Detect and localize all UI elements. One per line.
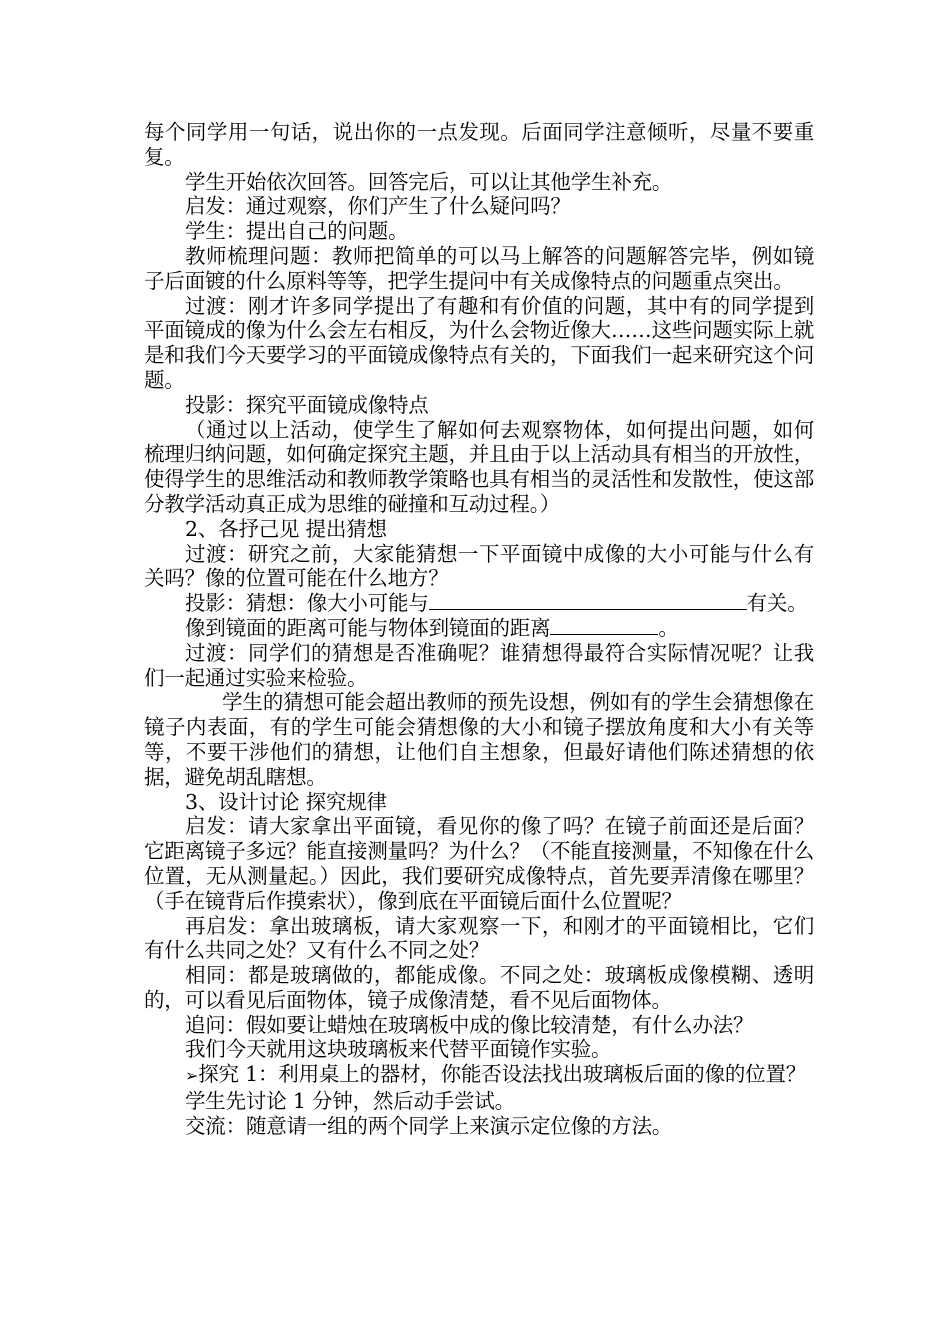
paragraph-exchange: 交流：随意请一组的两个同学上来演示定位像的方法。	[185, 1113, 673, 1138]
arrow-bullet-icon: ➢	[185, 1066, 199, 1086]
paragraph-instruction: 每个同学用一句话，说出你的一点发现。后面同学注意倾听，尽量不要重复。	[144, 120, 814, 169]
paragraph-projection-topic: 投影：探究平面镜成像特点	[185, 392, 429, 417]
paragraph-transition-guess: 过渡：研究之前，大家能猜想一下平面镜中成像的大小可能与什么有关吗？像的位置可能在什么地方？	[144, 541, 814, 591]
paragraph-transition-verify: 过渡：同学们的猜想是否准确呢？谁猜想得最符合实际情况呢？让我们一起通过实验来检验。	[144, 640, 814, 690]
paragraph-follow-up: 追问：假如要让蜡烛在玻璃板中成的像比较清楚，有什么办法？	[185, 1012, 754, 1037]
paragraph-discuss: 学生先讨论 1 分钟，然后动手尝试。	[185, 1089, 515, 1114]
inquiry-text: 探究 1：利用桌上的器材，你能否设法找出玻璃板后面的像的位置？	[198, 1062, 807, 1087]
paragraph-projection-guess	[144, 591, 814, 616]
body-text	[144, 120, 814, 1139]
distance-suffix: 。	[658, 615, 679, 640]
paragraph-use-glass: 我们今天就用这块玻璃板来代替平面镜作实验。	[185, 1037, 612, 1062]
paragraph-note-guesses: 学生的猜想可能会超出教师的预先设想，例如有的学生会猜想像在镜子内表面，有的学生可能会猜想像的大小和镜子摆放角度和大小有关等等，不要干涉他们的猜想，让他们自主想象，但最好请他们陈述猜想的依据，避免胡乱瞎想。	[144, 690, 814, 789]
paragraph-transition: 过渡：刚才许多同学提出了有趣和有价值的问题，其中有的同学提到平面镜成的像为什么会左右相反，为什么会物近像大……这些问题实际上就是和我们今天要学习的平面镜成像特点有关的，下面我们一起来研究这个问题。	[144, 293, 814, 392]
paragraph-distance-guess	[144, 616, 814, 641]
projection-suffix: 有关。	[746, 591, 808, 616]
paragraph-students-question: 学生：提出自己的问题。	[185, 219, 409, 244]
paragraph-prompt-glass: 再启发：拿出玻璃板，请大家观察一下，和刚才的平面镜相比，它们有什么共同之处？又有什么不同之处？	[144, 913, 814, 963]
distance-prefix: 像到镜面的距离可能与物体到镜面的距离	[185, 615, 551, 640]
fill-blank-distance	[550, 616, 658, 635]
paragraph-commentary: （通过以上活动，使学生了解如何去观察物体，如何提出问题，如何梳理归纳问题，如何确定探究主题，并且由于以上活动具有相当的开放性，使得学生的思维活动和教师教学策略也具有相当的灵活性和发散性，使这部分教学活动真正成为思维的碰撞和互动过程。）	[144, 417, 814, 516]
paragraph-prompt-mirror: 启发：请大家拿出平面镜，看见你的像了吗？在镜子前面还是后面？它距离镜子多远？能直接测量吗？为什么？（不能直接测量，不知像在什么位置，无从测量起。）因此，我们要研究成像特点，首先要弄清像在哪里？（手在镜背后作摸索状），像到底在平面镜后面什么位置呢？	[144, 814, 814, 913]
projection-prefix: 投影：猜想：像大小可能与	[185, 591, 429, 616]
section-heading-2: 2、各抒己见 提出猜想	[185, 516, 387, 541]
paragraph-teacher-sort: 教师梳理问题：教师把简单的可以马上解答的问题解答完毕，例如镜子后面镀的什么原料等等，把学生提问中有关成像特点的问题重点突出。	[144, 243, 814, 293]
fill-blank-size	[429, 591, 747, 610]
paragraph-inquiry-1	[144, 1062, 814, 1089]
paragraph-prompt: 启发：通过观察，你们产生了什么疑问吗？	[185, 194, 571, 219]
section-heading-3: 3、设计讨论 探究规律	[185, 789, 387, 814]
paragraph-compare: 相同：都是玻璃做的，都能成像。不同之处：玻璃板成像模糊、透明的，可以看见后面物体，镜子成像清楚，看不见后面物体。	[144, 963, 814, 1012]
paragraph-students-answer: 学生开始依次回答。回答完后，可以让其他学生补充。	[185, 169, 673, 194]
